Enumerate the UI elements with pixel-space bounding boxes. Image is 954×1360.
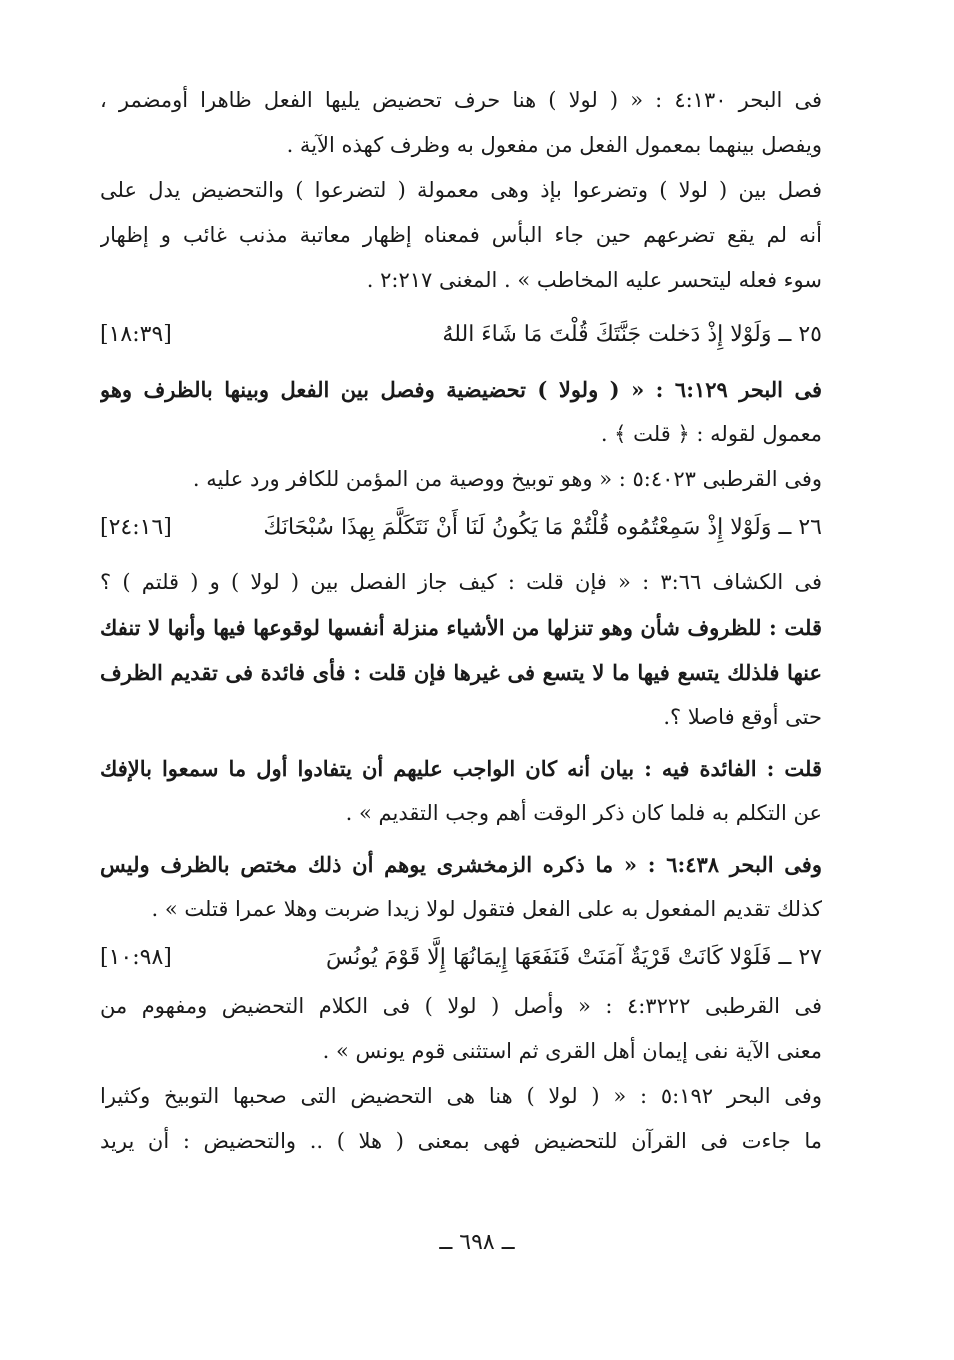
text-line: ويفصل بينهما بمعمول الفعل من مفعول به وظرف كهذه الآية . [286, 133, 822, 157]
text-line: وفى البحر ٦:٤٣٨ : « ما ذكره الزمخشرى يوهم أن ذلك مختص بالظرف وليس [100, 852, 822, 877]
text-line: سوء فعله ليتحسر عليه المخاطب » . المغنى ٢:٢١٧ . [366, 268, 822, 292]
page-number: ــ ٦٩٨ ــ [439, 1230, 515, 1255]
paragraph-bahr-6-129 [100, 367, 822, 457]
text-line: وفى البحر ٥:١٩٢ : « ( لولا ) هنا هى التحضيض التى صحبها التوبيخ وكثيرا [100, 1084, 822, 1108]
text-line: وفى القرطبى ٥:٤٠٢٣ : « وهو توبيخ ووصية من المؤمن للكافر ورد عليه . [192, 467, 822, 491]
text-line: قلت : للظروف شأن وهو تنزلها من الأشياء منزلة أنفسها لوقوعها فيها وأنها لا تنفك [100, 615, 822, 640]
verse-text: ٢٧ ــ فَلَوْلا كَانَتْ قَرْيَةٌ آمَنَتْ فَنَفَعَهَا إِيمَانُهَا إِلَّا قَوْمَ يُونُسَ [326, 945, 822, 970]
text-line: أنه لم يقع تضرعهم حين جاء البأس فمعناه إظهار معاتبة مذنب غائب و إظهار [100, 223, 822, 247]
text-line: قلت : الفائدة فيه : بيان أنه كان الواجب عليهم أن يتفادوا أول ما سمعوا بالإفك [100, 756, 822, 781]
text-line: فصل بين ( لولا ) وتضرعوا بإذ وهى معمولة ( لتضرعوا ) والتحضيض يدل على [100, 178, 822, 202]
text-line: عن التكلم به فلما كان ذكر الوقت أهم وجب التقديم » . [345, 801, 822, 825]
verse-text: ٢٦ ــ وَلَوْلا إِذْ سَمِعْتُمُوه قُلْتُمْ مَا يَكُونُ لَنَا أَنْ نَتَكَلَّمَ بِهذَا سُبْحَانَكَ [263, 515, 822, 540]
verse-reference: [١٨:٣٩] [100, 322, 172, 347]
text-line: ما جاءت فى القرآن للتحضيض فهى بمعنى ( هلا ) .. والتحضيض : أن يريد [100, 1129, 822, 1153]
text-line: كذلك تقديم المفعول به على الفعل فتقول لولا زيدا ضربت وهلا عمرا قتلت » . [151, 897, 822, 921]
text-line: حتى أوقع فاصلا ؟. [663, 705, 822, 729]
paragraph-answer [100, 746, 822, 836]
text-line: معنى الآية نفى إيمان أهل القرى ثم استثنى قوم يونس » . [322, 1039, 822, 1063]
paragraph-kashshaf-3-66 [100, 560, 822, 740]
text-line: فى البحر ٦:١٢٩ : « ( ولولا ) تحضيضية وفصل بين الفعل وبينها بالظرف وهو [100, 377, 822, 402]
verse-text: ٢٥ ــ وَلَوْلا إِذْ دَخلت جَنَّتَكَ قُلْتَ مَا شَاءَ اللهُ [442, 322, 822, 347]
verse-26 [100, 502, 822, 554]
verse-reference: [١٠:٩٨] [100, 945, 172, 970]
text-line: معمول لقوله : ﴿ قلت ﴾ . [600, 422, 822, 446]
verse-25 [100, 309, 822, 361]
paragraph-bahr-6-438 [100, 842, 822, 932]
verse-27 [100, 932, 822, 984]
paragraph-qurtubi-5-4023 [100, 457, 822, 502]
paragraph-bahr-5-192 [100, 1074, 822, 1164]
text-line: فى القرطبى ٤:٣٢٢٢ : « وأصل ( لولا ) فى الكلام التحضيض ومفهوم من [100, 994, 822, 1018]
text-line: فى الكشاف ٣:٦٦ : « فإن قلت : كيف جاز الفصل بين ( لولا ) و ( قلتم ) ؟ [100, 570, 822, 594]
text-line: عنها فلذلك يتسع فيها ما لا يتسع فى غيرها فإن قلت : فأى فائدة فى تقديم الظرف [100, 660, 822, 685]
paragraph-bahr-4-130 [100, 78, 822, 168]
paragraph-separation-explanation [100, 168, 822, 303]
text-line: فى البحر ٤:١٣٠ : « ( لولا ) هنا حرف تحضيض يليها الفعل ظاهرا أومضمر ، [100, 88, 822, 112]
page-body [100, 78, 822, 1164]
paragraph-qurtubi-4-3222 [100, 984, 822, 1074]
verse-reference: [٢٤:١٦] [100, 515, 172, 540]
